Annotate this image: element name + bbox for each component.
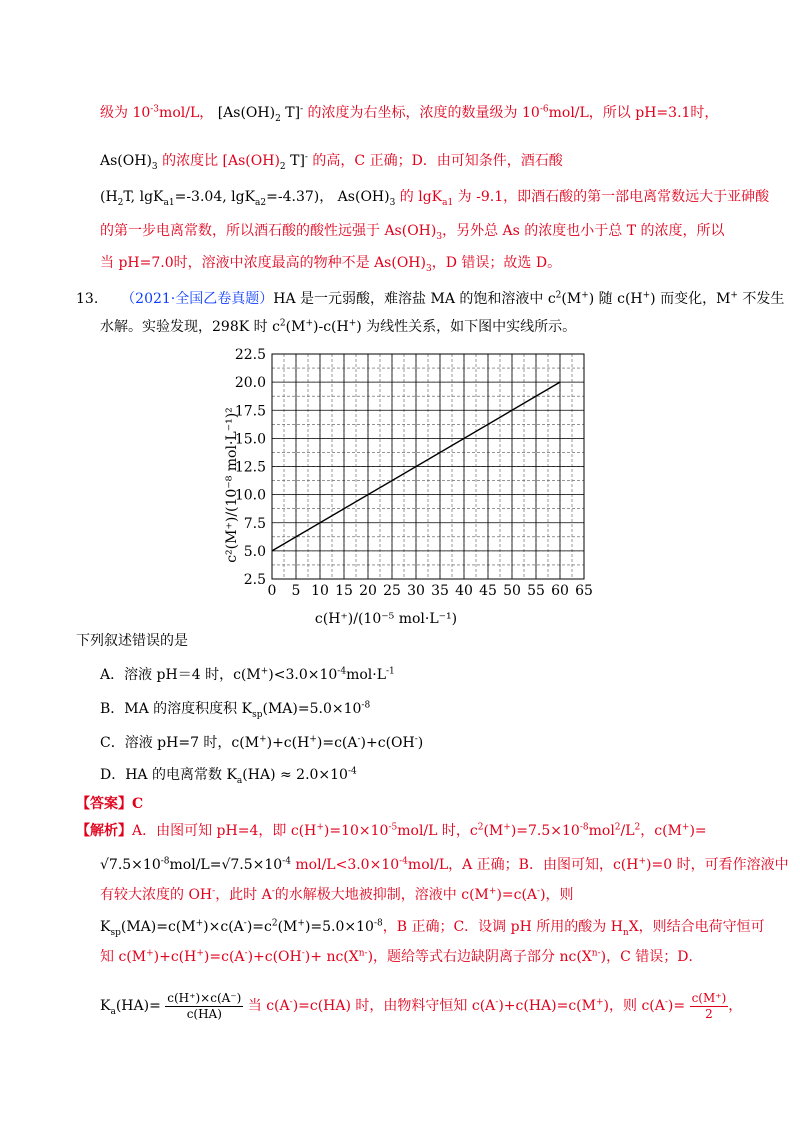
analysis-line-3: 有较大浓度的 OH-，此时 A-的水解极大地被抑制，溶液中 c(M+)=c(A-)，则 <box>100 886 574 903</box>
analysis-line-6: $K_a(HA)=$ $\frac{c(H^+)\times c(A^-)}{c(HA)}$ 当 c(A-)=c(HA) 时，由物料守恒知 c(A-)+c(HA)=c(M+)，则 c(A-)= $\frac{c(M^+)}{2}$ ， <box>100 990 743 1021</box>
chart-grid <box>272 354 584 579</box>
answer-label: 【答案】 <box>76 796 132 812</box>
chart-x-label: c(H⁺)/(10⁻⁵ mol·L⁻¹) <box>314 611 458 627</box>
x-tick-label: 10 <box>311 583 329 599</box>
chart-ticks <box>235 347 593 599</box>
analysis-line-5: 知 $c(M^+)+c(H^+)=c(A^-)+c(OH^-)+ nc(X^{n-})$，题给等式右边缺阴离子部分 $nc(X^{n-})$，C 错误；D． <box>100 948 703 965</box>
y-tick-label: 20.0 <box>234 375 266 392</box>
answer-value: C <box>132 796 144 812</box>
question-line-1: 13. （2021·全国乙卷真题）HA 是一元弱酸，难溶盐 MA 的饱和溶液中 $c^2(M^+)$ 随 c(H+) 而变化，M+ 不发生 <box>76 290 785 307</box>
ka-fraction: $\frac{c(H^+)\times c(A^-)}{c(HA)}$ <box>167 990 242 1021</box>
prev-solution-line-3: ($H_2T$, lgK$_{a1}$=-3.04, lgK$_{a2}$=-4.37)， $As(OH)_3$ 的 lgK$_{a1}$ 为 -9.1，即酒石酸的第一部电离常数远大于亚砷酸 <box>100 189 770 208</box>
y-tick-label: 22.5 <box>234 347 266 363</box>
option-c: C．溶液 pH=7 时，c(M+)+c(H+)=c(A-)+c(OH-) <box>100 734 424 751</box>
question-stem: 下列叙述错误的是 <box>76 633 188 649</box>
x-tick-label: 65 <box>575 583 593 599</box>
x-tick-label: 50 <box>503 583 521 599</box>
prev-solution-line-5: 当 pH=7.0时，溶液中浓度最高的物种不是 $As(OH)_3$，D 错误；故选 D。 <box>100 255 562 274</box>
option-b: B．MA 的溶度积度积 $K_{sp}(MA)=5.0\times 10^{-8}$ <box>100 700 371 720</box>
analysis-line-2: $√7.5\times 10^{-8}mol/L=√7.5\times 10^{-4}$ mol/$L<3.0\times 10^{-4}mol/L$，A 正确；B．由图可知，c(H+)=0 时，可看作溶液中 <box>100 856 789 873</box>
option-a: A．溶液 pH＝4 时，$c(M^+)<3.0\times 10^{-4}mol\cdot L^{-1}$ <box>100 666 395 683</box>
question-line-2: 水解。实验发现，298K 时 $c^2(M^+)-c(H^+)$ 为线性关系，如下图中实线所示。 <box>100 318 577 335</box>
y-tick-label: 5.0 <box>243 543 266 560</box>
ca-fraction: $\frac{c(M^+)}{2}$ <box>691 990 727 1021</box>
x-tick-label: 20 <box>359 583 377 599</box>
y-tick-label: 10.0 <box>234 487 266 504</box>
y-tick-label: 7.5 <box>243 515 266 532</box>
x-tick-label: 15 <box>335 583 353 599</box>
y-tick-label: 17.5 <box>234 403 266 420</box>
analysis-line-1: 【解析】A．由图可知 pH=4，即 $c(H^+)=10\times 10^{-5}mol/L$ 时，$c^2(M^+)=7.5\times 10^{-8}mol^2/L^2$，c(M+)= <box>76 822 707 839</box>
x-tick-label: 60 <box>551 583 569 599</box>
x-tick-label: 35 <box>431 583 449 599</box>
x-tick-label: 30 <box>407 583 425 599</box>
x-tick-label: 5 <box>291 583 301 599</box>
x-tick-label: 55 <box>527 583 545 599</box>
prev-solution-line-1: 级为 $10^{-3}mol/L$， [$As(OH)_2$ T]- 的浓度为右坐标，浓度的数量级为 $10^{-6}mol/L$，所以 pH=3.1时， <box>100 104 719 124</box>
y-tick-label: 2.5 <box>243 572 266 588</box>
chart-y-label: c²(M⁺)/(10⁻⁸ mol·L⁻¹)² <box>224 407 240 563</box>
answer-line <box>76 795 143 813</box>
prev-solution-line-2: $As(OH)_3$ 的浓度比 [$As(OH)_2$ T]- 的高，C 正确；D．由可知条件，酒石酸 <box>100 152 563 172</box>
y-tick-label: 12.5 <box>234 459 266 476</box>
prev-solution-line-4: 的第一步电离常数，所以酒石酸的酸性远强于 $As(OH)_3$，另外总 As 的浓度也小于总 T 的浓度，所以 <box>100 223 725 242</box>
x-tick-label: 40 <box>455 583 473 599</box>
question-source: （2021·全国乙卷真题） <box>121 291 274 307</box>
question-number: 13. <box>76 291 99 307</box>
question-chart <box>206 340 626 630</box>
x-tick-label: 45 <box>479 583 497 599</box>
analysis-line-4: $K_{sp}(MA)=c(M^+)\times c(A^-)=c^2(M^+)=5.0\times 10^{-8}$，B 正确；C．设调 pH 所用的酸为 $H_nX$，则结合电荷守恒可 <box>100 918 765 938</box>
option-d: D．HA 的电离常数 $K_a(HA) \approx 2.0\times 10^{-4}$ <box>100 766 357 786</box>
analysis-label: 【解析】 <box>76 823 132 839</box>
x-tick-label: 0 <box>267 583 277 599</box>
y-tick-label: 15.0 <box>234 431 266 448</box>
x-tick-label: 25 <box>383 583 401 599</box>
